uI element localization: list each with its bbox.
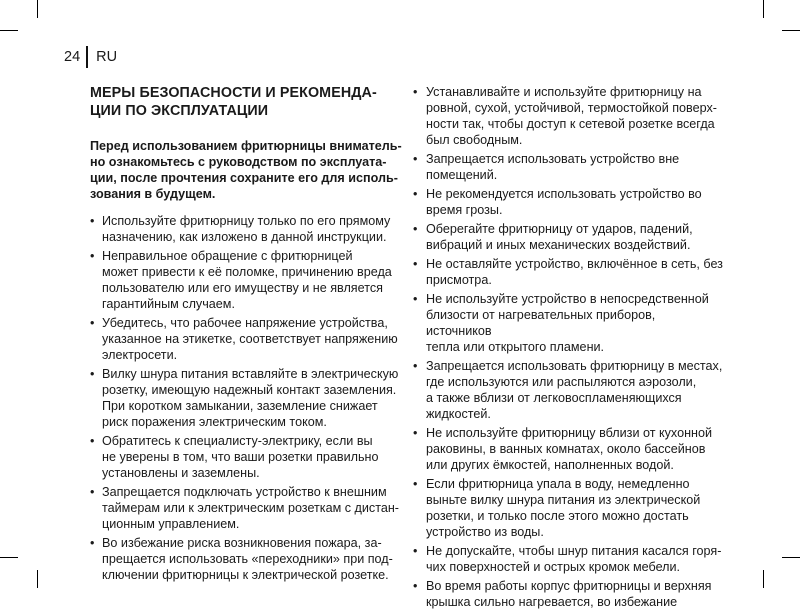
list-item: • Не используйте устройство в непосредственной близости от нагревательных приборов, источников тепла или открытого пламени. — [413, 291, 723, 355]
list-item: • Во избежание риска возникновения пожара, за- прещается использовать «переходники» при под- ключении фритюрницы к электрической розетке. — [90, 535, 410, 583]
list-item: • Используйте фритюрницу только по его прямому назначению, как изложено в данной инструкции. — [90, 213, 410, 245]
crop-mark-right-top — [782, 30, 800, 31]
section-title: МЕРЫ БЕЗОПАСНОСТИ И РЕКОМЕНДА- ЦИИ ПО ЭКСПЛУАТАЦИИ — [90, 85, 377, 119]
list-item: • Устанавливайте и используйте фритюрницу на ровной, сухой, устойчивой, термостойкой поверх- ности так, чтобы доступ к сетевой розетке всегда был свободным. — [413, 84, 723, 148]
intro-paragraph: Перед использованием фритюрницы вниматель- но ознакомьтесь с руководством по эксплуата- ции, после прочтения сохраните его для исполь- зования в будущем. — [90, 139, 402, 201]
list-item: • Во время работы корпус фритюрницы и верхняя крышка сильно нагревается, во избежание — [413, 578, 723, 610]
right-bullet-list — [413, 84, 723, 610]
list-item: • Не оставляйте устройство, включённое в сеть, без присмотра. — [413, 256, 723, 288]
header-divider — [86, 46, 88, 68]
list-item: • Не используйте фритюрницу вблизи от кухонной раковины, в ванных комнатах, около бассейнов или других ёмкостей, наполненных водой. — [413, 425, 723, 473]
list-item: • Если фритюрница упала в воду, немедленно выньте вилку шнура питания из электрической розетки, и только после этого можно достать устройство из воды. — [413, 476, 723, 540]
language-code: RU — [96, 49, 118, 65]
list-item: • Неправильное обращение с фритюрницей может привести к её поломке, причинению вреда пользователю или его имуществу и не является гарантийным случаем. — [90, 248, 410, 312]
list-item: • Запрещается использовать фритюрницу в местах, где используются или распыляются аэрозоли, а также вблизи от легковоспламеняющихся жидкостей. — [413, 358, 723, 422]
list-item: • Вилку шнура питания вставляйте в электрическую розетку, имеющую надежный контакт заземления. При коротком замыкании, заземление снижает риск поражения электрическим током. — [90, 366, 410, 430]
left-column — [90, 84, 410, 586]
list-item: • Убедитесь, что рабочее напряжение устройства, указанное на этикетке, соответствует напряжению электросети. — [90, 315, 410, 363]
crop-mark-left-bottom — [0, 557, 18, 558]
list-item: • Не допускайте, чтобы шнур питания касался горя- чих поверхностей и острых кромок мебели. — [413, 543, 723, 575]
list-item: • Запрещается использовать устройство вне помещений. — [413, 151, 723, 183]
crop-mark-right-bottom — [782, 557, 800, 558]
left-bullet-list — [90, 213, 410, 583]
page-header — [64, 46, 117, 68]
crop-mark-top-left — [37, 0, 38, 18]
page-number: 24 — [64, 49, 81, 65]
list-item: • Запрещается подключать устройство к внешним таймерам или к электрическим розеткам с дистан- ционным управлением. — [90, 484, 410, 532]
list-item: • Обратитесь к специалисту-электрику, если вы не уверены в том, что ваши розетки правильно установлены и заземлены. — [90, 433, 410, 481]
crop-mark-bottom-left — [37, 570, 38, 588]
list-item: • Не рекомендуется использовать устройство во время грозы. — [413, 186, 723, 218]
crop-mark-left-top — [0, 30, 18, 31]
crop-mark-bottom-right — [763, 570, 764, 588]
right-column — [413, 84, 723, 613]
list-item: • Оберегайте фритюрницу от ударов, падений, вибраций и иных механических воздействий. — [413, 221, 723, 253]
crop-mark-top-right — [763, 0, 764, 18]
